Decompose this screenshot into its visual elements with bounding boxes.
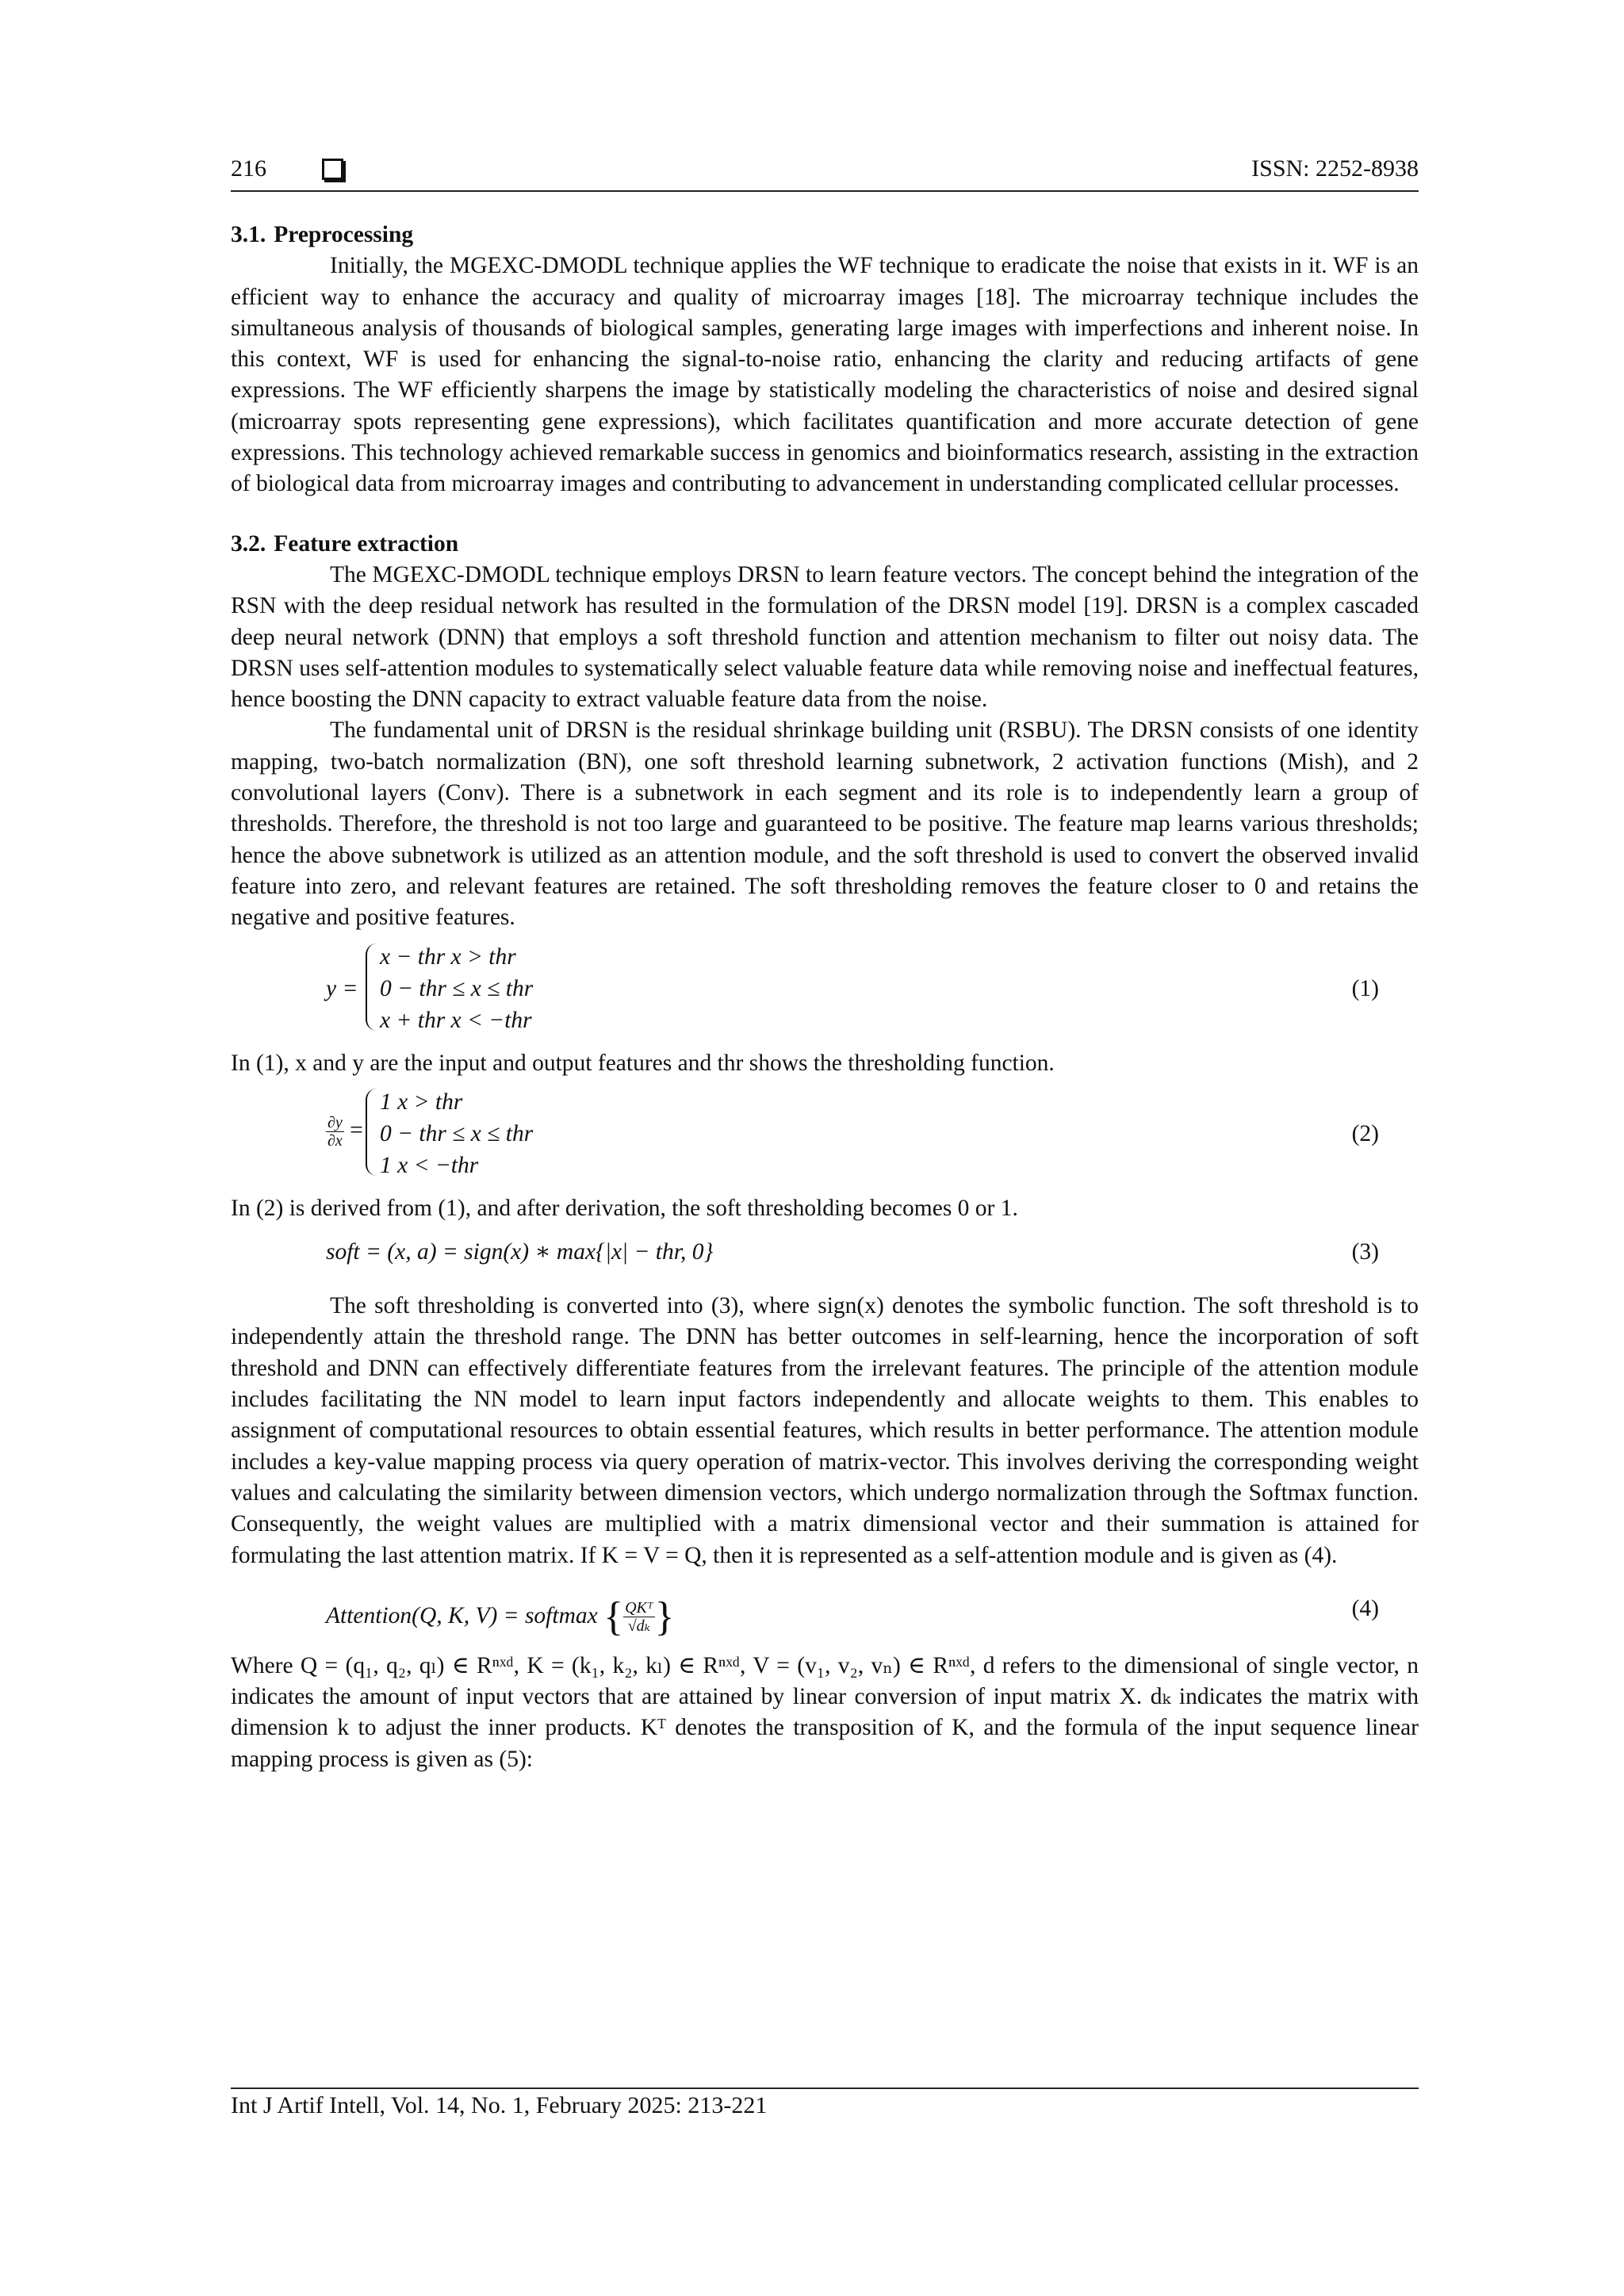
article-body: [231, 220, 1419, 1775]
equation-number: (3): [1351, 1239, 1379, 1265]
issn: ISSN: 2252-8938: [1251, 155, 1419, 182]
page-footer: [231, 2087, 1419, 2119]
left-brace: [366, 943, 380, 1031]
fraction: $\frac{\partial y}{\partial x}$: [327, 1113, 343, 1150]
equation-number: (4): [1351, 1595, 1379, 1621]
paragraph: In (1), x and y are the input and output features and thr shows the thresholding function.: [231, 1050, 1055, 1076]
checkbox-square-icon: [322, 159, 343, 180]
equation-4: Attention(Q, K, V) = softmax { $\frac{\text{QKᵀ}}{\text{√dₖ}}$ } (4): [326, 1594, 1379, 1640]
fraction: $\frac{\text{QKᵀ}}{\text{√dₖ}}$: [625, 1599, 653, 1636]
paragraph: The fundamental unit of DRSN is the residual shrinkage building unit (RSBU). The DRSN consists of one identity mapping, two-batch normalization (BN), one soft threshold learning subnetwork, 2 activation functions (Mish), and 2 convolutional layers (Conv). There is a subnetwork in each segment and its role is to independently learn a group of thresholds. Therefore, the threshold is not too large and guaranteed to be positive. The feature map learns various thresholds; hence the above subnetwork is utilized as an attention module, and the soft threshold is used to convert the observed invalid feature into zero, and relevant features are retained. The soft thresholding removes the feature closer to 0 and retains the negative and positive features.: [231, 718, 1419, 931]
paragraph: The soft thresholding is converted into (3), where sign(x) denotes the symbolic function. The soft threshold is to independently attain the threshold range. The DNN has better outcomes in self-learning, hence the incorporation of soft threshold and DNN can effectively differentiate features from the irrelevant features. The principle of the attention module includes facilitating the NN model to learn input factors independently and allocate weights to them. This enables to assignment of computational resources to obtain essential features, which results in better performance. The attention module includes a key-value mapping process via query operation of matrix-vector. This involves deriving the corresponding weight values and calculating the similarity between dimension vectors, which undergo normalization through the Softmax function. Consequently, the weight values are multiplied with a matrix dimensional vector and their summation is attained for formulating the last attention matrix. If K = V = Q, then it is represented as a self-attention module and is given as (4).: [231, 1293, 1419, 1568]
page-header: [231, 155, 1419, 192]
paragraph: In (2) is derived from (1), and after derivation, the soft thresholding becomes 0 or 1.: [231, 1195, 1018, 1221]
equation-1: y = x − thr x > thr 0 − thr ≤ x ≤ thr x + thr x < −thr (1): [326, 943, 1379, 1033]
equation-2: $\frac{\partial y}{\partial x}$ = 1 x > thr 0 − thr ≤ x ≤ thr 1 x < −thr (2): [327, 1089, 1379, 1178]
equation-number: (1): [1351, 975, 1379, 1001]
equation-number: (2): [1351, 1120, 1379, 1146]
paragraph: The MGEXC-DMODL technique employs DRSN to learn feature vectors. The concept behind the integration of the RSN with the deep residual network has resulted in the formulation of the DRSN model [19]. DRSN is a complex cascaded deep neural network (DNN) that employs a soft threshold function and attention mechanism to filter out noisy data. The DRSN uses self-attention modules to systematically select valuable feature data while removing noise and ineffectual features, hence boosting the DNN capacity to extract valuable feature data from the noise.: [231, 561, 1419, 713]
section-heading-3-1: 3.1. Preprocessing: [231, 222, 414, 247]
paragraph: Where Q = (q₁, q₂, qₗ) ∈ Rⁿˣᵈ, K = (k₁, k₂, kₗ) ∈ Rⁿˣᵈ, V = (v₁, v₂, vₙ) ∈ Rⁿˣᵈ, d refers to the dimensional of single vector, n indicates the amount of input vectors that are attained by linear conversion of input matrix X. dₖ indicates the matrix with dimension k to adjust the inner products. Kᵀ denotes the transposition of K, and the formula of the input sequence linear mapping process is given as (5):: [231, 1652, 1419, 1772]
equation-3: soft = (x, a) = sign(x) ∗ max{|x| − thr, 0} (3): [231, 1230, 1419, 1275]
page-number: 216: [231, 155, 266, 182]
paragraph: Initially, the MGEXC-DMODL technique applies the WF technique to eradicate the noise that exists in it. WF is an efficient way to enhance the accuracy and quality of microarray images [18]. The microarray technique includes the simultaneous analysis of thousands of biological samples, generating large images with imperfections and inherent noise. In this context, WF is used for enhancing the signal-to-noise ratio, enhancing the clarity and reducing artifacts of gene expressions. The WF efficiently sharpens the image by statistically modeling the characteristics of noise and desired signal (microarray spots representing gene expressions), which facilitates quantification and more accurate detection of gene expressions. This technology achieved remarkable success in genomics and bioinformatics research, assisting in the extraction of biological data from microarray images and contributing to advancement in understanding complicated cellular processes.: [231, 253, 1419, 497]
citation-footer: Int J Artif Intell, Vol. 14, No. 1, February 2025: 213-221: [231, 2092, 768, 2118]
left-brace: [366, 1089, 380, 1176]
section-heading-3-2: 3.2. Feature extraction: [231, 530, 459, 557]
